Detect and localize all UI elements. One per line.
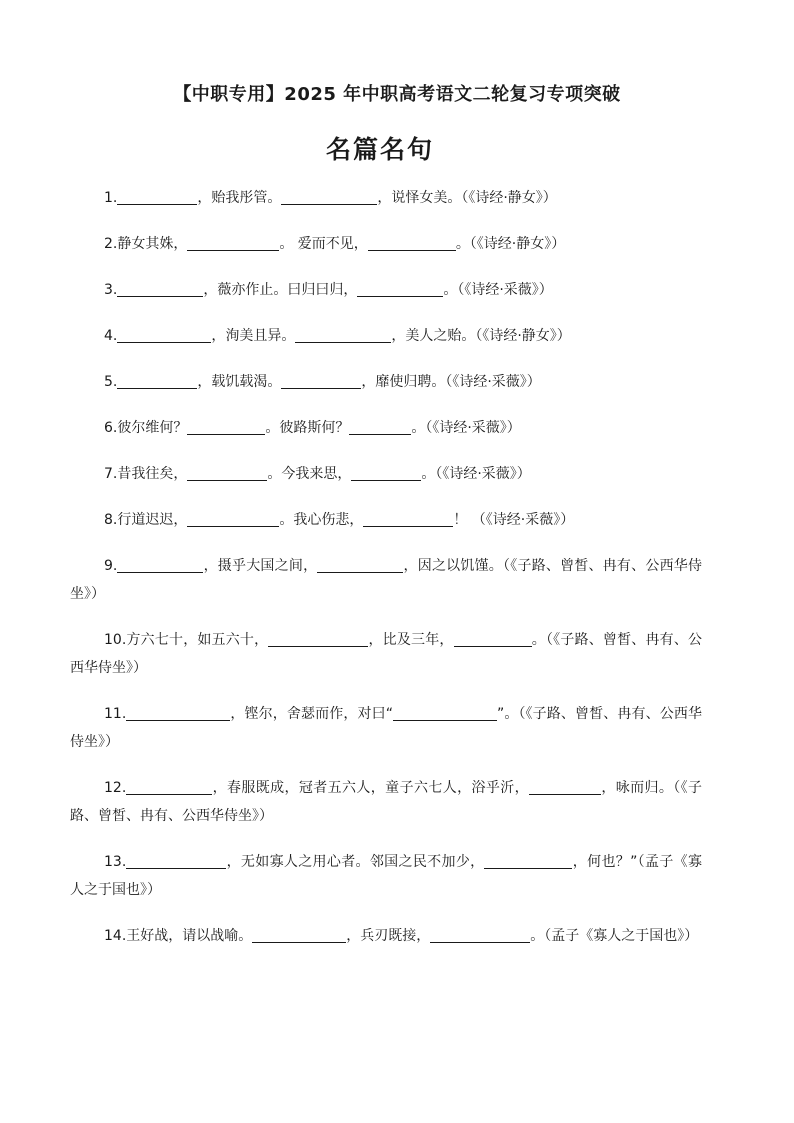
answer-blank[interactable] [317,556,403,573]
answer-blank[interactable] [117,188,197,205]
answer-blank[interactable] [357,280,443,297]
answer-blank[interactable] [117,326,211,343]
question-text: 14.王好战，请以战喻。 [104,928,253,944]
question-text: 9. [104,558,118,574]
question-text: ，载饥载渴。 [197,374,282,390]
question-text: 2.静女其姝， [104,236,188,252]
question-text: 13. [104,854,127,870]
question-item [70,700,702,756]
answer-blank[interactable] [126,778,212,795]
answer-blank[interactable] [529,778,601,795]
answer-blank[interactable] [126,852,226,869]
question-item [70,774,702,830]
question-text: ”。（《子路、曾皙、冉有、公西华侍坐》） [70,706,702,750]
question-text: 11. [104,706,127,722]
document-subtitle: 名篇名句 [325,135,434,164]
answer-blank[interactable] [363,510,453,527]
question-item [70,230,702,258]
answer-blank[interactable] [295,326,391,343]
question-text: 。（《诗经·采薇》） [411,420,521,436]
question-text: 。（《子路、曾皙、冉有、公西华侍坐》） [70,632,703,676]
answer-blank[interactable] [187,464,267,481]
question-text: 7.昔我往矣， [104,466,188,482]
question-item [70,552,702,608]
question-text: ，咏而归。（《子路、曾皙、冉有、公西华侍坐》） [70,780,703,824]
question-text: ，薇亦作止。曰归曰归， [203,282,358,298]
question-text: ，春服既成，冠者五六人，童子六七人，浴乎沂， [212,780,529,796]
answer-blank[interactable] [117,280,203,297]
question-text: ，靡使归聘。（《诗经·采薇》） [361,374,541,390]
answer-blank[interactable] [187,510,279,527]
question-item [70,414,702,442]
question-item [70,460,702,488]
question-text: ！ （《诗经·采薇》） [453,512,575,528]
answer-blank[interactable] [281,188,377,205]
answer-blank[interactable] [349,418,411,435]
question-text: 8.行道迟迟， [104,512,188,528]
answer-blank[interactable] [430,926,530,943]
question-item [70,184,702,212]
answer-blank[interactable] [393,704,497,721]
question-item [70,626,702,682]
question-text: ，兵刃既接， [346,928,431,944]
question-text: 。今我来思， [267,466,352,482]
question-item [70,368,702,396]
question-item [70,276,702,304]
answer-blank[interactable] [281,372,361,389]
question-text: ，比及三年， [368,632,454,648]
question-text: 12. [104,780,127,796]
question-text: 1. [104,190,118,206]
question-text: 4. [104,328,118,344]
question-text: 。彼路斯何？ [265,420,350,436]
answer-blank[interactable] [351,464,421,481]
question-text: ，无如寡人之用心者。邻国之民不加少， [226,854,485,870]
answer-blank[interactable] [268,630,368,647]
answer-blank[interactable] [368,234,456,251]
document-title: 【中职专用】2025 年中职高考语文二轮复习专项突破 [173,84,621,105]
question-text: ，贻我彤管。 [197,190,282,206]
question-text: ，洵美且异。 [211,328,296,344]
question-text: ，美人之贻。（《诗经·静女》） [391,328,571,344]
question-text: 3. [104,282,118,298]
question-item [70,322,702,350]
question-text: ，铿尔，舍瑟而作，对曰“ [230,706,393,722]
answer-blank[interactable] [187,418,265,435]
answer-blank[interactable] [126,704,230,721]
question-text: 。 爱而不见， [279,236,368,252]
question-item [70,922,702,950]
answer-blank[interactable] [454,630,532,647]
answer-blank[interactable] [117,556,203,573]
question-text: 10.方六七十，如五六十， [104,632,269,648]
question-text: 6.彼尔维何？ [104,420,188,436]
answer-blank[interactable] [252,926,346,943]
question-text: 。（《诗经·静女》） [455,236,566,252]
question-text: 5. [104,374,118,390]
answer-blank[interactable] [187,234,279,251]
question-text: 。（《诗经·采薇》） [421,466,531,482]
question-item [70,848,702,904]
question-text: ，因之以饥馑。（《子路、曾皙、冉有、公西华侍坐》） [70,558,703,602]
question-item [70,506,702,534]
question-list [70,184,702,968]
question-text: ，摄乎大国之间， [203,558,318,574]
question-text: 。（孟子《寡人之于国也》） [530,928,699,944]
question-text: 。我心伤悲， [279,512,364,528]
answer-blank[interactable] [484,852,572,869]
question-text: ，何也？”（孟子《寡人之于国也》） [70,854,702,898]
answer-blank[interactable] [117,372,197,389]
question-text: 。（《诗经·采薇》） [443,282,553,298]
question-text: ，说怿女美。（《诗经·静女》） [377,190,557,206]
